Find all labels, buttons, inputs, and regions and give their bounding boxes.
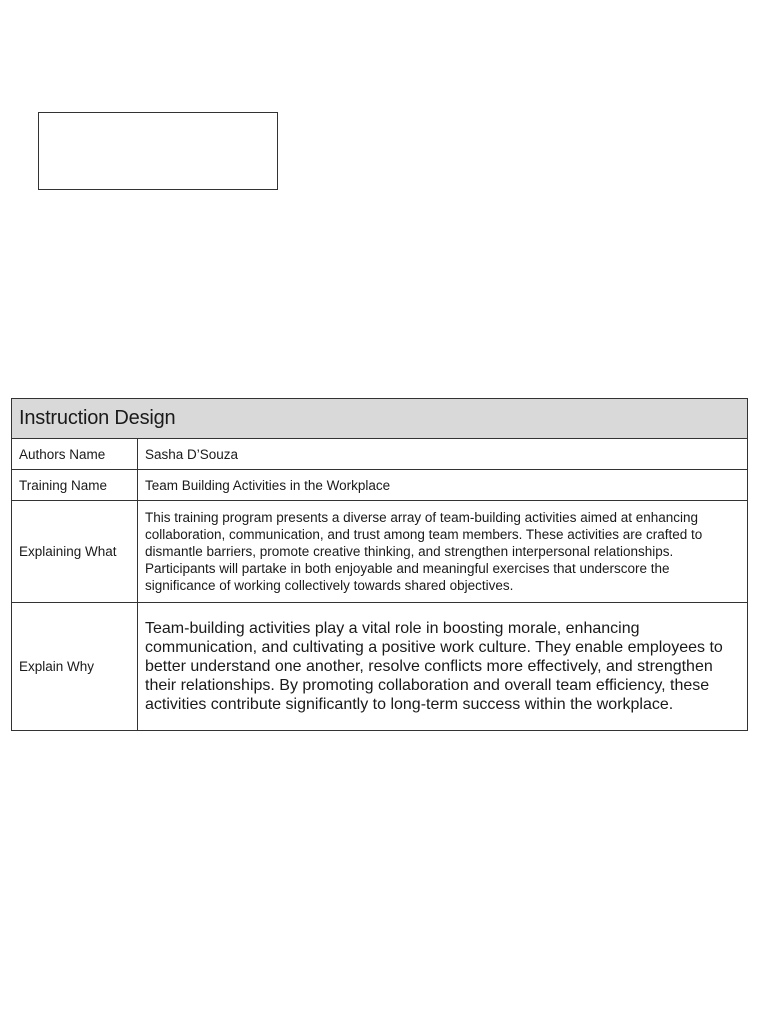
explaining-what-cell [138, 501, 748, 603]
explaining-what-label: Explaining What [12, 501, 138, 603]
explain-why-label: Explain Why [12, 603, 138, 731]
empty-placeholder-box [38, 112, 278, 190]
instruction-design-table [11, 398, 748, 731]
authors-name-value: Sasha D’Souza [138, 439, 748, 470]
training-name-label: Training Name [12, 470, 138, 501]
table-header-row [12, 399, 748, 439]
table-title: Instruction Design [12, 399, 748, 439]
explain-why-text: Team-building activities play a vital role in boosting morale, enhancing communication, and cultivating a positive work culture. They enable employees to better understand one another, resolve conflicts more effectively, and strengthen their relationships. By promoting collaboration and overall team efficiency, these activities contribute significantly to long-term success within the workplace. [145, 620, 723, 713]
explaining-what-text: This training program presents a diverse array of team-building activities aimed at enhancing collaboration, communication, and trust among team members. These activities are crafted to dismantle barriers, promote creative thinking, and strengthen interpersonal relationships. Participants will partake in both enjoyable and meaningful exercises that underscore the significance of working collectively towards shared objectives. [145, 510, 703, 593]
table-row-training-name [12, 470, 748, 501]
table-row-authors-name [12, 439, 748, 470]
authors-name-label: Authors Name [12, 439, 138, 470]
table-row-explaining-what [12, 501, 748, 603]
explain-why-cell [138, 603, 748, 731]
training-name-value: Team Building Activities in the Workplace [138, 470, 748, 501]
table-row-explain-why [12, 603, 748, 731]
